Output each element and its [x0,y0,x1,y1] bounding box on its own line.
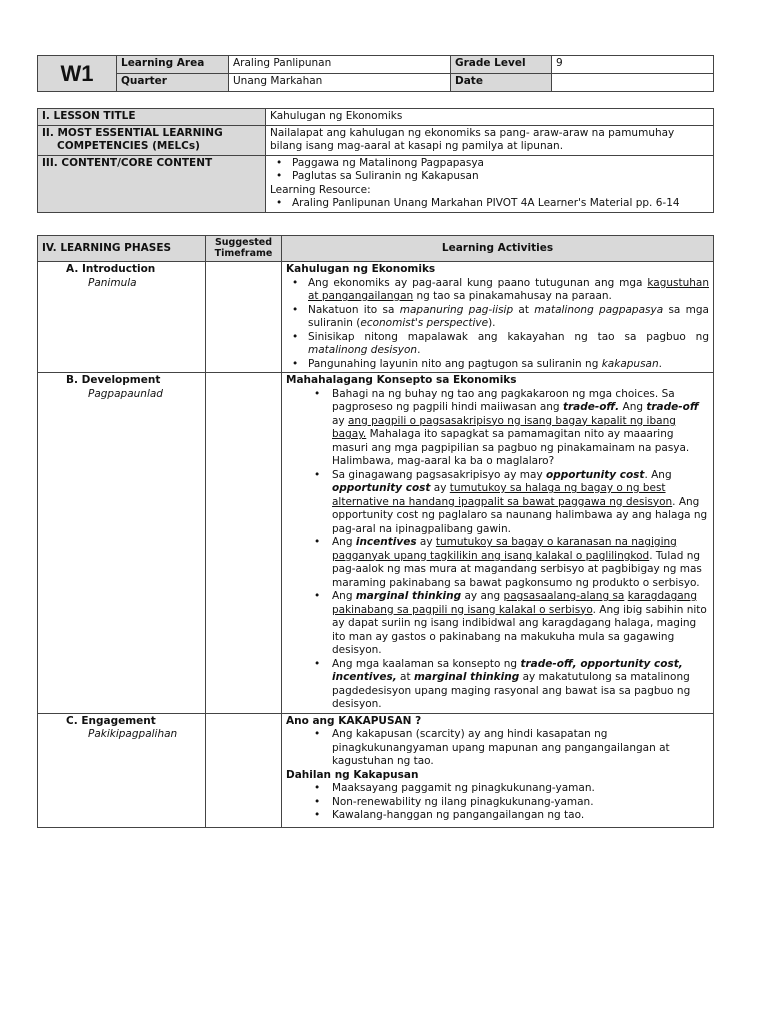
development-timeframe [206,373,282,714]
development-phase [38,373,206,714]
list-item: • Ang ekonomiks ay pag-aaral kung paano tutugunan ang mga kagustuhan at pangangailangan ng tao sa pinakamahusay na paraan. [286,277,709,304]
week-label: W1 [38,56,117,92]
content-cell [266,155,714,212]
phases-table [37,235,714,828]
date-label: Date [451,74,552,92]
list-item: • Ang marginal thinking ay ang pagsasaalang-alang sa karagdagang pakinabang sa pagpili ng isang kalakal o serbisyo. Ang ibig sabihin nito ay dapat suriin ng isang indibidwal ang karagdagang halaga, maging ito man ay gastos o pakinabang na makukuha mula sa gagawing desisyon. [286,590,709,658]
melc-label-line1: II. MOST ESSENTIAL LEARNING [42,126,223,139]
list-item: • Sa ginagawang pagsasakripisyo ay may opportunity cost. Ang opportunity cost ay tumutukoy sa halaga ng bagay o ng best alternative na handang ipagpalit sa bawat paggawa ng desisyon. Ang opportunity cost ng paglalaro sa naunang halimbawa ay ang halaga ng pag-aral na ipinagpalibang gawin. [286,469,709,537]
introduction-name: A. Introduction [66,263,156,275]
engagement-name: C. Engagement [66,714,156,727]
melc-label-line2: COMPETENCIES (MELCs) [57,140,200,152]
learning-area-label: Learning Area [117,56,229,74]
introduction-sub: Panimula [88,276,137,289]
timeframe-header-line1: Suggested [214,237,273,248]
list-item: • Pangunahing layunin nito ang pagtugon sa suliranin ng kakapusan. [286,358,709,372]
development-heading: Mahahalagang Konsepto sa Ekonomiks [286,374,517,386]
engagement-timeframe [206,713,282,827]
list-item: • Bahagi na ng buhay ng tao ang pagkakaroon ng mga choices. Sa pagproseso ng pagpili hindi maiiwasan ang trade-off. Ang trade-off ay ang pagpili o pagsasakripisyo ng isang bagay kapalit ng ibang bagay. Mahalaga ito sapagkat sa pamamagitan nito ay maaaring masuri ang mga pagpipilian sa pagbuo ng pinakamainam na pasya. Halimbawa, mag-aaral ka ba o maglalaro? [286,388,709,469]
quarter-value: Unang Markahan [229,74,451,92]
grade-level-label: Grade Level [451,56,552,74]
engagement-activities [282,713,714,827]
timeframe-header-line2: Timeframe [214,248,273,259]
list-item: • Sinisikap nitong mapalawak ang kakayahan ng tao sa pagbuo ng matalinong desisyon. [286,331,709,358]
content-label: III. CONTENT/CORE CONTENT [38,155,266,212]
engagement-heading-2: Dahilan ng Kakapusan [286,768,419,781]
activities-header: Learning Activities [282,236,714,262]
date-value [552,74,714,92]
resource-label: Learning Resource: [270,183,371,196]
introduction-timeframe [206,262,282,373]
phases-header: IV. LEARNING PHASES [38,236,206,262]
list-item: • Nakatuon ito sa mapanuring pag-iisip at matalinong pagpapasya sa mga suliranin (economist's perspective). [286,304,709,331]
development-sub: Pagpapaunlad [88,387,163,400]
melc-value: Nailalapat ang kahulugan ng ekonomiks sa pang- araw-araw na pamumuhay bilang isang mag-aaral at kasapi ng pamilya at lipunan. [266,125,714,155]
introduction-heading: Kahulugan ng Ekonomiks [286,263,436,275]
content-item: • Paglutas sa Suliranin ng Kakapusan [270,170,709,184]
list-item: • Non-renewability ng ilang pinagkukunang-yaman. [286,796,709,810]
list-item: • Ang kakapusan (scarcity) ay ang hindi kasapatan ng pinagkukunangyaman upang mapunan ang pangangailangan at kagustuhan ng tao. [286,728,709,769]
development-activities [282,373,714,714]
introduction-phase [38,262,206,373]
development-name: B. Development [66,374,161,386]
lesson-title-value: Kahulugan ng Ekonomiks [266,109,714,126]
list-item: • Maaksayang paggamit ng pinagkukunang-yaman. [286,782,709,796]
header-table [37,55,714,92]
introduction-activities [282,262,714,373]
quarter-label: Quarter [117,74,229,92]
melc-label [38,125,266,155]
list-item: • Ang incentives ay tumutukoy sa bagay o karanasan na nagiging pagganyak upang tagkilikin ang isang kalakal o paglilingkod. Tulad ng pag-aalok ng mas mura at magandang serbisyo at pagbibigay ng mas maraming pakinabang sa bawat pagkonsumo ng produkto o serbisyo. [286,536,709,590]
engagement-phase [38,713,206,827]
list-item: • Ang mga kaalaman sa konsepto ng trade-off, opportunity cost, incentives, at marginal thinking ay makatutulong sa matalinong pagdedesisyon upang maging rasyonal ang bawat isa sa pagbuo ng desisyon. [286,658,709,712]
timeframe-header [206,236,282,262]
engagement-sub: Pakikipagpalihan [88,728,178,740]
lesson-title-label: I. LESSON TITLE [38,109,266,126]
grade-level-value: 9 [552,56,714,74]
content-item: • Paggawa ng Matalinong Pagpapasya [270,157,709,171]
lesson-table [37,108,714,213]
engagement-heading-1: Ano ang KAKAPUSAN ? [286,714,422,727]
learning-area-value: Araling Panlipunan [229,56,451,74]
resource-item: • Araling Panlipunan Unang Markahan PIVOT 4A Learner's Material pp. 6-14 [270,197,709,211]
list-item: • Kawalang-hanggan ng pangangailangan ng tao. [286,809,709,823]
